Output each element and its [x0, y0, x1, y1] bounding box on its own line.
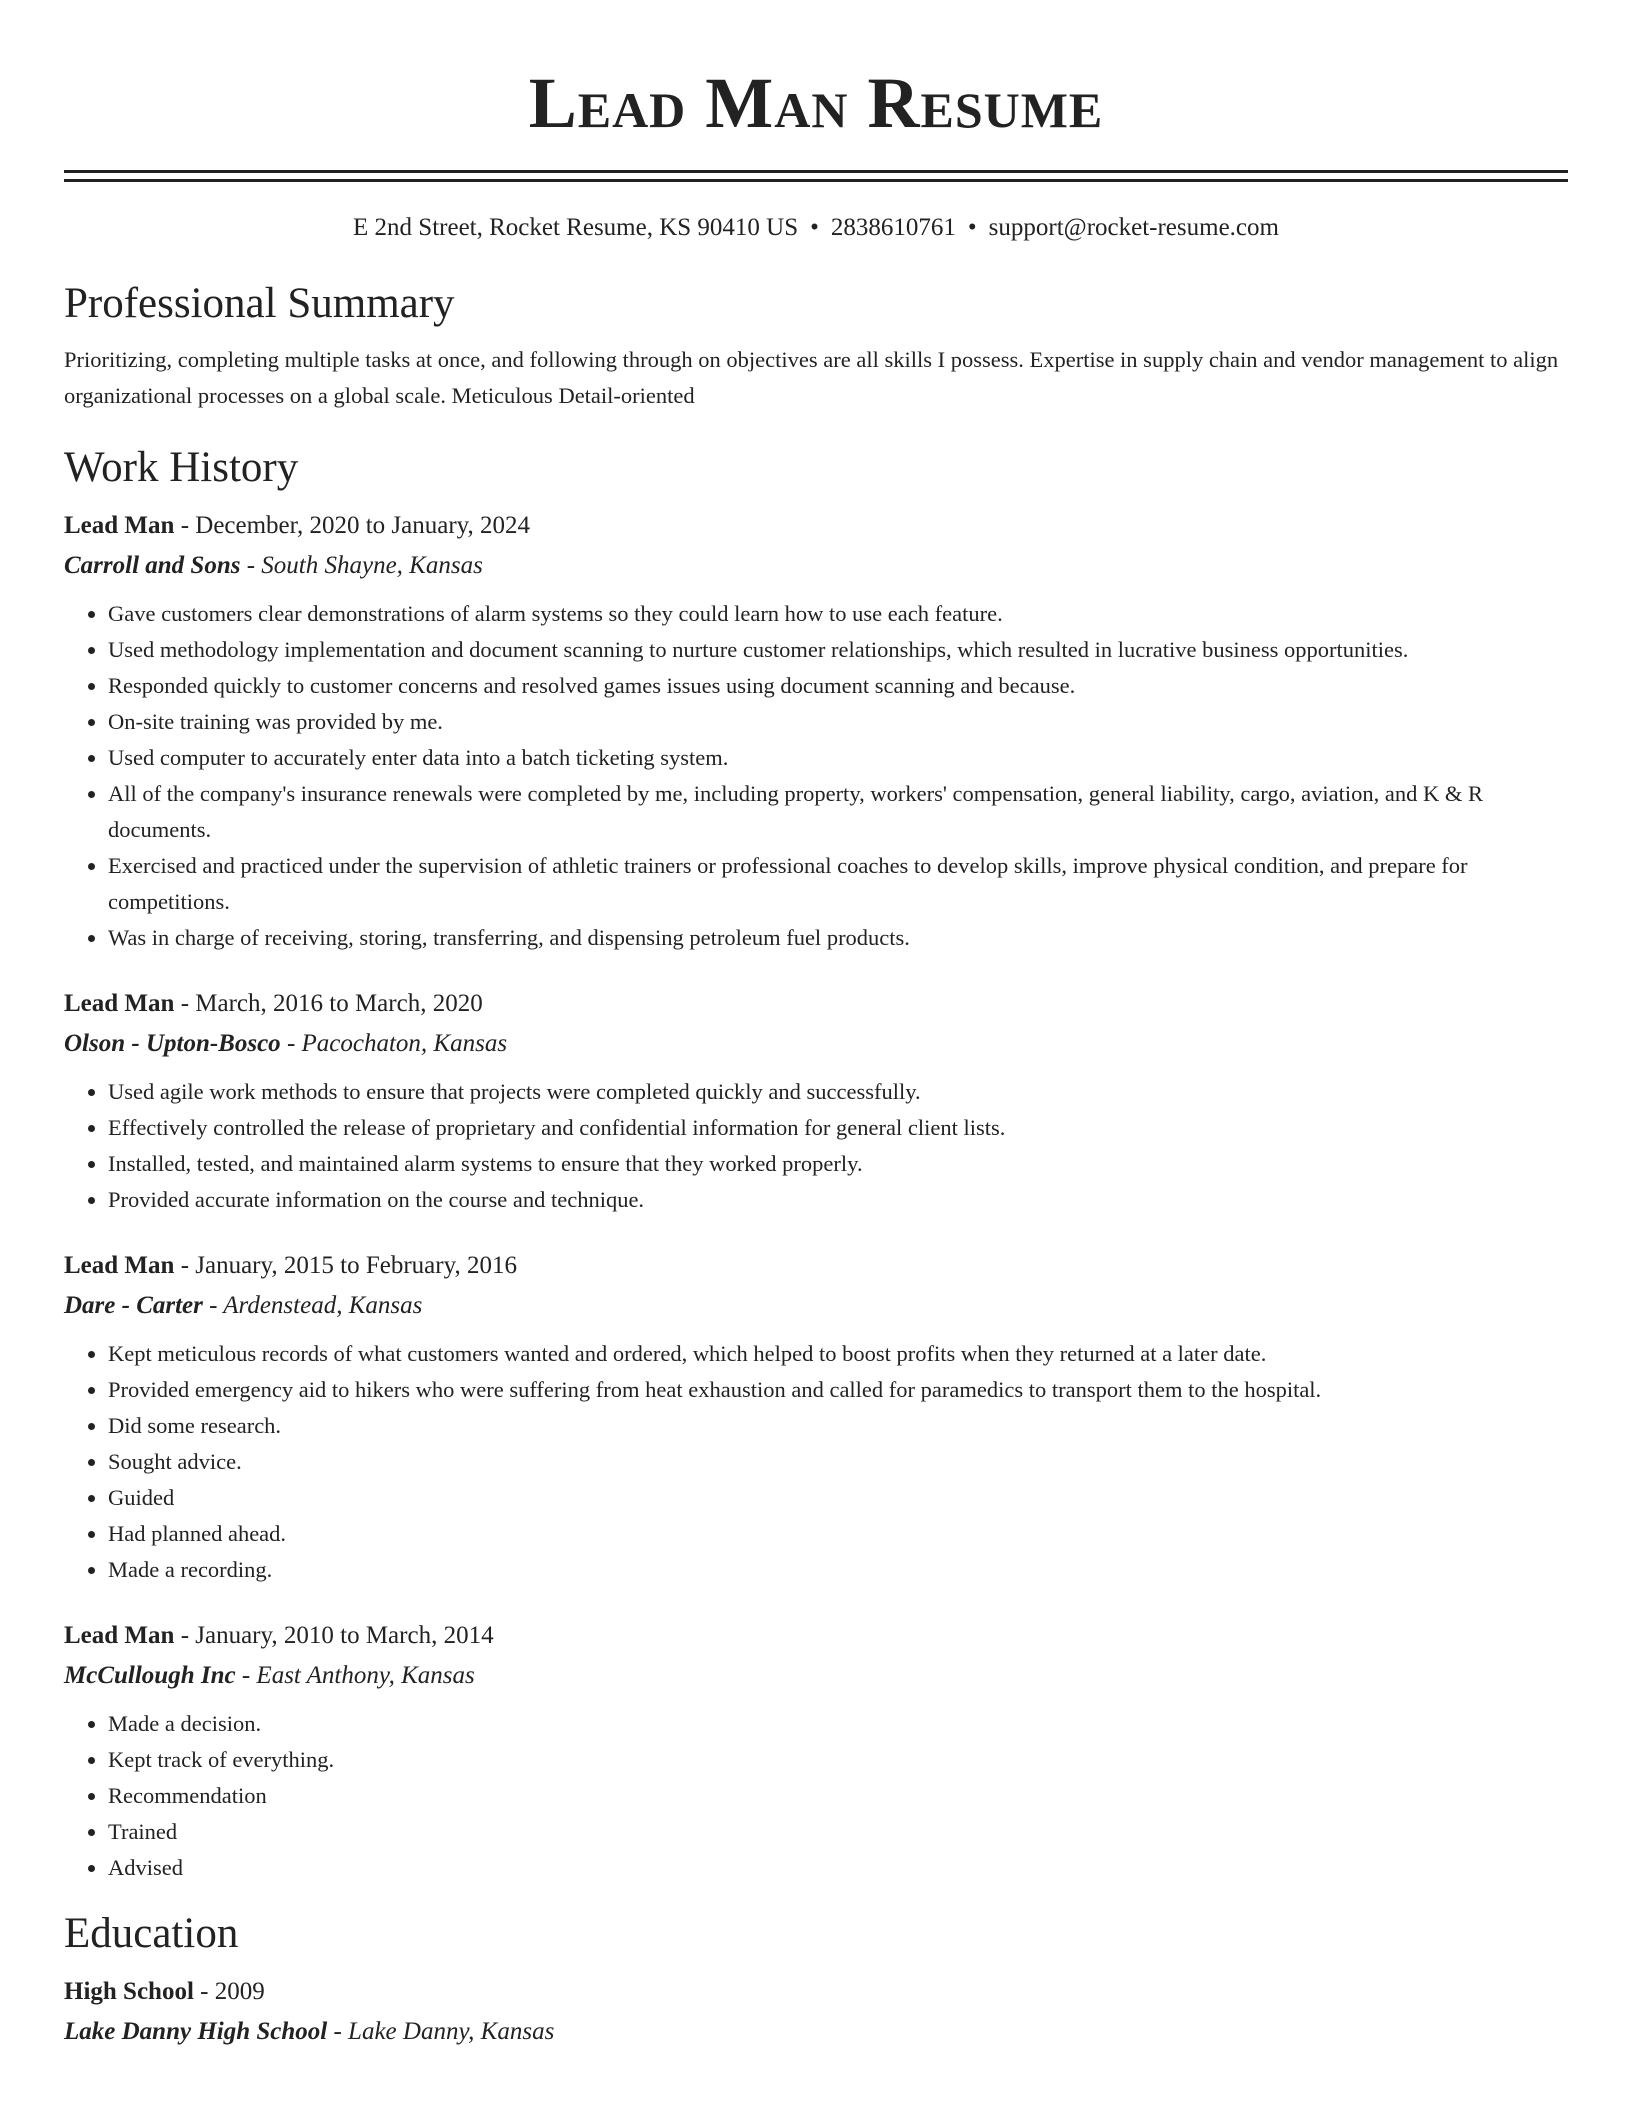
job-dates: - December, 2020 to January, 2024 [174, 512, 531, 539]
job-company: McCullough Inc [64, 1662, 236, 1689]
work-history-heading: Work History [64, 444, 299, 491]
job-bullets [64, 1074, 1568, 1218]
job-role-line [64, 984, 1568, 1024]
job-org-line [64, 1024, 1568, 1064]
job-entry [64, 1246, 1568, 1588]
job-company: Carroll and Sons [64, 552, 241, 579]
job-bullet: • Recommendation [108, 1778, 1568, 1814]
education-school: Lake Danny High School [64, 2018, 328, 2045]
job-bullet: • Had planned ahead. [108, 1516, 1568, 1552]
education-school-line [64, 2012, 1568, 2052]
job-bullet: • Kept meticulous records of what customers wanted and ordered, which helped to boost profits when they returned at a later date. [108, 1336, 1568, 1372]
job-org-line [64, 1656, 1568, 1696]
job-entry [64, 984, 1568, 1218]
job-location: - Pacochaton, Kansas [280, 1030, 508, 1057]
job-bullet: • Responded quickly to customer concerns and resolved games issues using document scanning and because. [108, 668, 1568, 704]
job-role-line [64, 1616, 1568, 1656]
job-title: Lead Man [64, 1252, 175, 1279]
contact-separator: • [810, 214, 819, 241]
education-degree-line [64, 1972, 1568, 2012]
job-org-line [64, 546, 1568, 586]
job-bullet: • Used computer to accurately enter data into a batch ticketing system. [108, 740, 1568, 776]
job-org-line [64, 1286, 1568, 1326]
education-entry [64, 1972, 1568, 2052]
job-bullet: • On-site training was provided by me. [108, 704, 1568, 740]
job-company: Dare - Carter [64, 1292, 203, 1319]
summary-heading: Professional Summary [64, 280, 455, 327]
contact-address: E 2nd Street, Rocket Resume, KS 90410 US [353, 214, 799, 241]
job-bullet: • All of the company's insurance renewals were completed by me, including property, workers' compensation, general liability, cargo, aviation, and K & R documents. [108, 776, 1568, 848]
summary-text: Prioritizing, completing multiple tasks at once, and following through on objectives are all skills I possess. Expertise in supply chain and vendor management to align organizational processes on a global scale. Meticulous Detail-oriented [64, 347, 1559, 408]
job-bullet: • Made a decision. [108, 1706, 1568, 1742]
job-entry [64, 506, 1568, 956]
job-bullets [64, 1706, 1568, 1886]
job-bullet: • Used methodology implementation and document scanning to nurture customer relationships, which resulted in lucrative business opportunities. [108, 632, 1568, 668]
job-bullet: • Guided [108, 1480, 1568, 1516]
job-bullet: • Made a recording. [108, 1552, 1568, 1588]
job-bullet: • Used agile work methods to ensure that projects were completed quickly and successfully. [108, 1074, 1568, 1110]
job-dates: - January, 2010 to March, 2014 [174, 1622, 494, 1649]
resume-title: Lead Man Resume [528, 63, 1104, 143]
job-title: Lead Man [64, 512, 175, 539]
job-bullet: • Sought advice. [108, 1444, 1568, 1480]
contact-phone: 2838610761 [830, 214, 956, 241]
education-year: - 2009 [193, 1978, 265, 2005]
job-bullet: • Effectively controlled the release of proprietary and confidential information for general client lists. [108, 1110, 1568, 1146]
job-role-line [64, 1246, 1568, 1286]
job-entry [64, 1616, 1568, 1886]
contact-email: support@rocket-resume.com [988, 214, 1279, 241]
job-bullet: • Exercised and practiced under the supervision of athletic trainers or professional coaches to develop skills, improve physical condition, and prepare for competitions. [108, 848, 1568, 920]
job-dates: - January, 2015 to February, 2016 [174, 1252, 517, 1279]
job-role-line [64, 506, 1568, 546]
job-title: Lead Man [64, 990, 175, 1017]
education-heading: Education [64, 1910, 239, 1957]
job-location: - East Anthony, Kansas [235, 1662, 475, 1689]
job-bullet: • Advised [108, 1850, 1568, 1886]
job-bullet: • Provided emergency aid to hikers who were suffering from heat exhaustion and called for paramedics to transport them to the hospital. [108, 1372, 1568, 1408]
job-dates: - March, 2016 to March, 2020 [174, 990, 483, 1017]
education-location: - Lake Danny, Kansas [327, 2018, 555, 2045]
job-company: Olson - Upton-Bosco [64, 1030, 281, 1057]
job-title: Lead Man [64, 1622, 175, 1649]
job-location: - South Shayne, Kansas [240, 552, 483, 579]
contact-separator: • [967, 214, 977, 241]
title-divider-bottom [64, 179, 1568, 182]
job-bullet: • Did some research. [108, 1408, 1568, 1444]
contact-line [64, 210, 1568, 246]
job-bullet: • Was in charge of receiving, storing, transferring, and dispensing petroleum fuel products. [108, 920, 1568, 956]
job-bullet: • Provided accurate information on the course and technique. [108, 1182, 1568, 1218]
education-degree: High School [64, 1978, 194, 2005]
job-location: - Ardenstead, Kansas [202, 1292, 423, 1319]
title-divider-top [64, 170, 1568, 173]
job-bullets [64, 596, 1568, 956]
job-bullet: • Trained [108, 1814, 1568, 1850]
job-bullets [64, 1336, 1568, 1588]
resume-page [64, 0, 1568, 2052]
job-bullet: • Kept track of everything. [108, 1742, 1568, 1778]
job-bullet: • Gave customers clear demonstrations of alarm systems so they could learn how to use each feature. [108, 596, 1568, 632]
job-bullet: • Installed, tested, and maintained alarm systems to ensure that they worked properly. [108, 1146, 1568, 1182]
